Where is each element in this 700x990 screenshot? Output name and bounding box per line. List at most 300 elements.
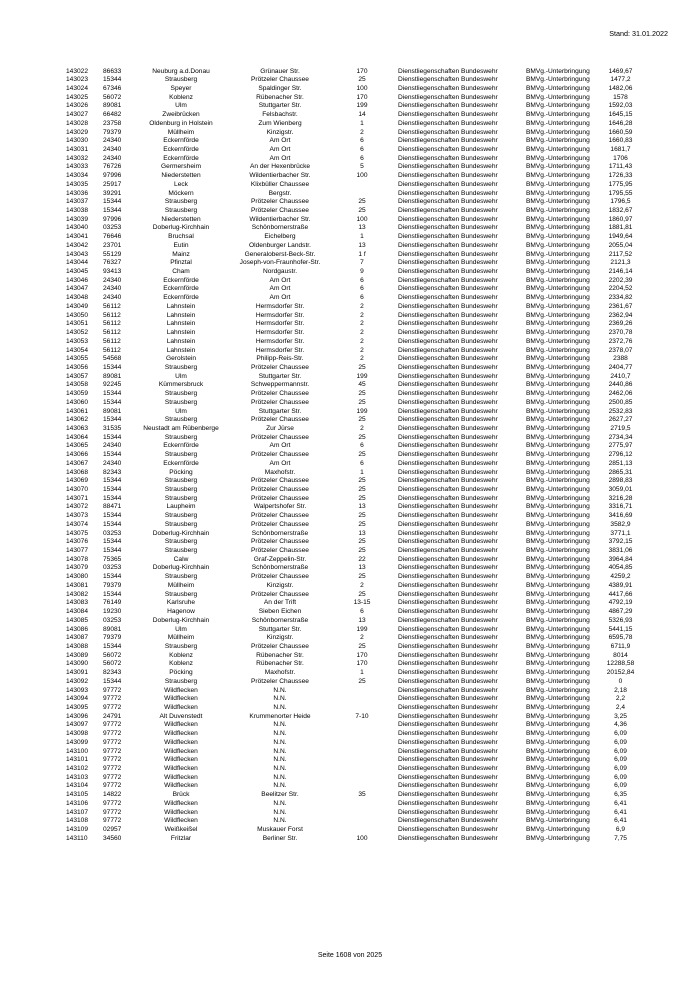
object-id: 143088 xyxy=(66,642,89,650)
table-row xyxy=(66,800,635,809)
object-id: 143037 xyxy=(66,198,89,206)
city: Eckernförde xyxy=(163,294,199,302)
usage: BMVg.-Unterbringung xyxy=(526,442,590,450)
area-value: 2204,52 xyxy=(608,285,633,293)
table-row xyxy=(66,652,635,661)
house-number xyxy=(326,181,398,190)
table-row xyxy=(66,190,635,199)
property-type: Dienstliegenschaften Bundeswehr xyxy=(398,416,498,424)
postal-code: 03253 xyxy=(103,529,122,537)
table-row xyxy=(66,163,635,172)
city: Strausberg xyxy=(164,677,198,685)
area-value: 1796,5 xyxy=(610,198,631,206)
property-type: Dienstliegenschaften Bundeswehr xyxy=(398,686,498,694)
object-id: 143093 xyxy=(66,686,89,694)
city: Laupheim xyxy=(166,503,196,511)
usage: BMVg.-Unterbringung xyxy=(526,180,590,188)
usage: BMVg.-Unterbringung xyxy=(526,625,590,633)
postal-code: 24340 xyxy=(103,137,122,145)
property-type: Dienstliegenschaften Bundeswehr xyxy=(398,712,498,720)
object-id: 143028 xyxy=(66,119,89,127)
postal-code: 88471 xyxy=(103,503,122,511)
usage: BMVg.-Unterbringung xyxy=(526,93,590,101)
property-type: Dienstliegenschaften Bundeswehr xyxy=(398,695,498,703)
area-value: 6,09 xyxy=(614,782,627,790)
city: Strausberg xyxy=(164,390,198,398)
property-type: Dienstliegenschaften Bundeswehr xyxy=(398,276,498,284)
table-row xyxy=(66,591,635,600)
object-id: 143031 xyxy=(66,145,89,153)
street: Graf-Zeppelin-Str. xyxy=(253,555,307,563)
table-row xyxy=(66,320,635,329)
street: Prötzeler Chaussee xyxy=(251,416,309,424)
table-row xyxy=(66,408,635,417)
property-type: Dienstliegenschaften Bundeswehr xyxy=(398,84,498,92)
postal-code: 56112 xyxy=(103,302,121,310)
usage: BMVg.-Unterbringung xyxy=(526,799,590,807)
area-value: 2796,12 xyxy=(608,451,633,459)
table-row xyxy=(66,172,635,181)
house-number: 2 xyxy=(360,128,364,136)
object-id: 143078 xyxy=(66,555,89,563)
usage: BMVg.-Unterbringung xyxy=(526,163,590,171)
house-number: 199 xyxy=(356,625,368,633)
property-type: Dienstliegenschaften Bundeswehr xyxy=(398,180,498,188)
house-number: 13-15 xyxy=(353,599,371,607)
postal-code: 15344 xyxy=(103,390,122,398)
city: Neuburg a.d.Donau xyxy=(152,67,210,75)
house-number: 13 xyxy=(358,616,366,624)
house-number: 2 xyxy=(360,320,364,328)
object-id: 143054 xyxy=(66,346,89,354)
usage: BMVg.-Unterbringung xyxy=(526,765,590,772)
object-id: 143022 xyxy=(66,67,89,75)
usage: BMVg.-Unterbringung xyxy=(526,119,590,127)
street: N.N. xyxy=(273,721,287,729)
table-row xyxy=(66,224,635,233)
city: Strausberg xyxy=(164,486,198,493)
area-value: 2440,86 xyxy=(608,381,633,389)
area-value: 6,09 xyxy=(614,730,627,738)
object-id: 143036 xyxy=(66,189,89,197)
postal-code: 86633 xyxy=(103,67,122,75)
area-value: 3216,28 xyxy=(608,494,633,502)
property-type: Dienstliegenschaften Bundeswehr xyxy=(398,337,498,345)
usage: BMVg.-Unterbringung xyxy=(526,398,590,406)
stand-date: Stand: 31.01.2022 xyxy=(609,29,668,38)
street: Krummenorter Heide xyxy=(249,712,311,720)
house-number: 9 xyxy=(360,268,364,276)
usage: BMVg.-Unterbringung xyxy=(526,407,590,415)
street: N.N. xyxy=(273,738,287,746)
street: Prötzeler Chaussee xyxy=(251,398,309,406)
object-id: 143058 xyxy=(66,381,89,389)
usage: BMVg.-Unterbringung xyxy=(526,703,590,711)
street: Schönbornerstraße xyxy=(251,529,309,537)
postal-code: 34560 xyxy=(103,834,122,842)
postal-code: 15344 xyxy=(103,477,122,485)
table-row xyxy=(66,538,635,547)
area-value: 6,09 xyxy=(614,738,627,746)
city: Strausberg xyxy=(164,590,198,598)
usage: BMVg.-Unterbringung xyxy=(526,145,590,153)
property-type: Dienstliegenschaften Bundeswehr xyxy=(398,329,498,337)
table-row xyxy=(66,259,635,268)
postal-code: 15344 xyxy=(103,520,122,528)
city: Strausberg xyxy=(164,433,198,441)
object-id: 143066 xyxy=(66,451,89,459)
city: Wildflecken xyxy=(164,738,198,746)
usage: BMVg.-Unterbringung xyxy=(526,137,590,145)
house-number: 7-10 xyxy=(355,712,369,720)
usage: BMVg.-Unterbringung xyxy=(526,773,590,781)
house-number: 1 f xyxy=(358,250,366,258)
area-value: 2898,83 xyxy=(608,477,633,485)
city: Neustadt am Rübenberge xyxy=(143,424,219,432)
object-id: 143047 xyxy=(66,285,89,293)
object-id: 143069 xyxy=(66,477,89,485)
usage: BMVg.-Unterbringung xyxy=(526,791,590,799)
city: Strausberg xyxy=(164,520,198,528)
area-value: 2388 xyxy=(613,355,628,363)
area-value: 1681,7 xyxy=(610,145,631,153)
area-value: 4,36 xyxy=(614,721,627,729)
area-value: 4792,19 xyxy=(608,599,633,607)
table-row xyxy=(66,503,635,512)
area-value: 1592,03 xyxy=(608,102,633,110)
postal-code: 14822 xyxy=(103,791,122,799)
object-id: 143074 xyxy=(66,520,89,528)
postal-code: 15344 xyxy=(103,512,122,520)
street: Am Ort xyxy=(269,459,291,467)
property-type: Dienstliegenschaften Bundeswehr xyxy=(398,154,498,162)
city: Koblenz xyxy=(169,660,193,668)
street: Wildentierbacher Str. xyxy=(249,172,311,180)
usage: BMVg.-Unterbringung xyxy=(526,669,590,677)
street: N.N. xyxy=(273,817,287,825)
house-number: 2 xyxy=(360,581,364,589)
table-row xyxy=(66,120,635,129)
table-row xyxy=(66,373,635,382)
area-value: 7,75 xyxy=(614,834,627,842)
city: Kümmersbruck xyxy=(158,381,204,389)
street: Prötzeler Chaussee xyxy=(251,538,309,546)
area-value: 4054,85 xyxy=(608,564,633,572)
city: Hagenow xyxy=(167,608,195,616)
street: Prötzeler Chaussee xyxy=(251,363,309,371)
object-id: 143026 xyxy=(66,102,89,110)
house-number: 100 xyxy=(356,172,368,180)
area-value: 2865,31 xyxy=(608,468,633,476)
object-id: 143063 xyxy=(66,424,89,432)
house-number: 25 xyxy=(358,494,366,502)
object-id: 143033 xyxy=(66,163,89,171)
area-value: 2500,85 xyxy=(608,398,633,406)
house-number xyxy=(326,748,398,757)
city: Lahnstein xyxy=(166,311,196,319)
postal-code: 15344 xyxy=(103,538,122,546)
postal-code: 97772 xyxy=(103,817,122,825)
city: Doberlug-Kirchhain xyxy=(152,616,210,624)
area-value: 1726,33 xyxy=(608,172,633,180)
area-value: 2146,14 xyxy=(608,268,633,276)
area-value: 1646,28 xyxy=(608,119,633,127)
postal-code: 24340 xyxy=(103,459,122,467)
postal-code: 79379 xyxy=(103,128,122,136)
city: Müllheim xyxy=(167,581,195,589)
table-row xyxy=(66,137,635,146)
street: Prötzeler Chaussee xyxy=(251,76,309,84)
table-row xyxy=(66,730,635,739)
object-id: 143046 xyxy=(66,276,89,284)
property-type: Dienstliegenschaften Bundeswehr xyxy=(398,311,498,319)
property-type: Dienstliegenschaften Bundeswehr xyxy=(398,137,498,145)
area-value: 2462,06 xyxy=(608,390,633,398)
house-number: 100 xyxy=(356,834,368,842)
postal-code: 54568 xyxy=(103,355,122,363)
property-type: Dienstliegenschaften Bundeswehr xyxy=(398,111,498,119)
object-id: 143049 xyxy=(66,302,89,310)
house-number: 1 xyxy=(360,468,364,476)
property-type: Dienstliegenschaften Bundeswehr xyxy=(398,459,498,467)
postal-code: 03253 xyxy=(103,616,122,624)
street: Rübenacher Str. xyxy=(256,660,304,668)
house-number: 25 xyxy=(358,547,366,555)
city: Eckernförde xyxy=(163,285,199,293)
property-type: Dienstliegenschaften Bundeswehr xyxy=(398,747,498,755)
street: Zum Wienberg xyxy=(258,119,302,127)
street: Schönbornerstraße xyxy=(251,224,309,232)
postal-code: 67346 xyxy=(103,84,122,92)
table-row xyxy=(66,146,635,155)
object-id: 143086 xyxy=(66,625,89,633)
house-number: 199 xyxy=(356,372,368,380)
postal-code: 97772 xyxy=(103,799,122,807)
table-row xyxy=(66,774,635,783)
postal-code: 89081 xyxy=(103,625,122,633)
object-id: 143042 xyxy=(66,241,89,249)
street: Am Ort xyxy=(269,294,291,302)
street: Schweppermannstr. xyxy=(250,381,310,389)
object-id: 143059 xyxy=(66,390,89,398)
property-type: Dienstliegenschaften Bundeswehr xyxy=(398,398,498,406)
postal-code: 39291 xyxy=(103,189,122,197)
postal-code: 56112 xyxy=(103,346,121,354)
table-row xyxy=(66,669,635,678)
table-row xyxy=(66,599,635,608)
city: Wildflecken xyxy=(164,808,198,816)
property-type: Dienstliegenschaften Bundeswehr xyxy=(398,390,498,398)
usage: BMVg.-Unterbringung xyxy=(526,250,590,258)
city: Wildflecken xyxy=(164,721,198,729)
usage: BMVg.-Unterbringung xyxy=(526,198,590,206)
property-type: Dienstliegenschaften Bundeswehr xyxy=(398,634,498,642)
object-id: 143095 xyxy=(66,703,89,711)
object-id: 143096 xyxy=(66,712,89,720)
object-id: 143055 xyxy=(66,355,89,363)
city: Lahnstein xyxy=(166,337,196,345)
house-number: 25 xyxy=(358,390,366,398)
usage: BMVg.-Unterbringung xyxy=(526,538,590,546)
house-number: 2 xyxy=(360,337,364,345)
area-value: 2362,94 xyxy=(608,311,633,319)
house-number xyxy=(326,765,398,774)
table-row xyxy=(66,285,635,294)
property-type: Dienstliegenschaften Bundeswehr xyxy=(398,102,498,110)
table-row xyxy=(66,434,635,443)
object-id: 143030 xyxy=(66,137,89,145)
property-type: Dienstliegenschaften Bundeswehr xyxy=(398,773,498,781)
street: Hermsdorfer Str. xyxy=(255,320,305,328)
city: Eckernförde xyxy=(163,137,199,145)
street: Hermsdorfer Str. xyxy=(255,311,305,319)
object-id: 143102 xyxy=(66,765,89,772)
property-type: Dienstliegenschaften Bundeswehr xyxy=(398,669,498,677)
table-row xyxy=(66,399,635,408)
house-number: 199 xyxy=(356,102,368,110)
street: Am Ort xyxy=(269,154,291,162)
property-type: Dienstliegenschaften Bundeswehr xyxy=(398,302,498,310)
postal-code: 15344 xyxy=(103,433,122,441)
area-value: 2719,5 xyxy=(610,424,631,432)
table-row xyxy=(66,713,635,722)
object-id: 143106 xyxy=(66,799,89,807)
property-type: Dienstliegenschaften Bundeswehr xyxy=(398,547,498,555)
house-number xyxy=(326,190,398,199)
city: Wildflecken xyxy=(164,817,198,825)
area-value: 6,35 xyxy=(614,791,627,799)
house-number xyxy=(326,809,398,818)
usage: BMVg.-Unterbringung xyxy=(526,468,590,476)
house-number: 6 xyxy=(360,137,364,145)
property-type: Dienstliegenschaften Bundeswehr xyxy=(398,372,498,380)
property-type: Dienstliegenschaften Bundeswehr xyxy=(398,564,498,572)
area-value: 1795,55 xyxy=(608,189,633,197)
house-number: 25 xyxy=(358,416,366,424)
object-id: 143029 xyxy=(66,128,89,136)
property-type: Dienstliegenschaften Bundeswehr xyxy=(398,259,498,267)
postal-code: 56112 xyxy=(103,329,121,337)
object-id: 143038 xyxy=(66,207,89,214)
postal-code: 97772 xyxy=(103,765,122,772)
house-number: 6 xyxy=(360,154,364,162)
property-type: Dienstliegenschaften Bundeswehr xyxy=(398,808,498,816)
area-value: 1660,59 xyxy=(608,128,633,136)
usage: BMVg.-Unterbringung xyxy=(526,826,590,834)
postal-code: 15344 xyxy=(103,207,122,214)
postal-code: 15344 xyxy=(103,416,122,424)
property-type: Dienstliegenschaften Bundeswehr xyxy=(398,826,498,834)
table-row xyxy=(66,695,635,704)
house-number xyxy=(326,756,398,765)
usage: BMVg.-Unterbringung xyxy=(526,337,590,345)
postal-code: 24340 xyxy=(103,145,122,153)
table-row xyxy=(66,338,635,347)
postal-code: 15344 xyxy=(103,198,122,206)
street: Prötzeler Chaussee xyxy=(251,198,309,206)
street: N.N. xyxy=(273,782,287,790)
usage: BMVg.-Unterbringung xyxy=(526,477,590,485)
area-value: 2,2 xyxy=(615,695,626,703)
object-id: 143035 xyxy=(66,180,89,188)
house-number xyxy=(326,800,398,809)
property-type: Dienstliegenschaften Bundeswehr xyxy=(398,486,498,493)
house-number: 5 xyxy=(360,163,364,171)
table-row xyxy=(66,486,635,495)
usage: BMVg.-Unterbringung xyxy=(526,381,590,389)
property-type: Dienstliegenschaften Bundeswehr xyxy=(398,642,498,650)
usage: BMVg.-Unterbringung xyxy=(526,547,590,555)
area-value: 12288,58 xyxy=(606,660,635,668)
property-type: Dienstliegenschaften Bundeswehr xyxy=(398,119,498,127)
house-number: 2 xyxy=(360,355,364,363)
house-number xyxy=(326,704,398,713)
postal-code: 76646 xyxy=(103,233,122,241)
postal-code: 56112 xyxy=(103,320,121,328)
usage: BMVg.-Unterbringung xyxy=(526,616,590,624)
postal-code: 19230 xyxy=(103,608,122,616)
object-id: 143050 xyxy=(66,311,89,319)
usage: BMVg.-Unterbringung xyxy=(526,311,590,319)
object-id: 143098 xyxy=(66,730,89,738)
area-value: 2,18 xyxy=(614,686,627,694)
area-value: 2117,52 xyxy=(608,250,633,258)
table-row xyxy=(66,68,635,77)
table-row xyxy=(66,556,635,565)
house-number: 6 xyxy=(360,608,364,616)
postal-code: 24340 xyxy=(103,442,122,450)
city: Koblenz xyxy=(169,651,193,659)
city: Pfinztal xyxy=(170,259,192,267)
object-id: 143024 xyxy=(66,84,89,92)
city: Zweibrücken xyxy=(162,111,200,119)
table-row xyxy=(66,451,635,460)
table-body xyxy=(66,68,635,844)
city: Strausberg xyxy=(164,573,198,581)
table-row xyxy=(66,582,635,591)
postal-code: 97772 xyxy=(103,686,122,694)
postal-code: 97772 xyxy=(103,721,122,729)
property-type: Dienstliegenschaften Bundeswehr xyxy=(398,730,498,738)
usage: BMVg.-Unterbringung xyxy=(526,207,590,214)
house-number: 25 xyxy=(358,198,366,206)
table-row xyxy=(66,809,635,818)
table-row xyxy=(66,573,635,582)
usage: BMVg.-Unterbringung xyxy=(526,486,590,493)
city: Doberlug-Kirchhain xyxy=(152,564,210,572)
postal-code: 97996 xyxy=(103,172,122,180)
street: Beelitzer Str. xyxy=(261,791,299,799)
property-type: Dienstliegenschaften Bundeswehr xyxy=(398,163,498,171)
postal-code: 75365 xyxy=(103,555,122,563)
property-type: Dienstliegenschaften Bundeswehr xyxy=(398,241,498,249)
area-value: 6,09 xyxy=(614,756,627,764)
area-value: 2055,04 xyxy=(608,241,633,249)
postal-code: 24340 xyxy=(103,276,122,284)
property-type: Dienstliegenschaften Bundeswehr xyxy=(398,573,498,581)
usage: BMVg.-Unterbringung xyxy=(526,503,590,511)
object-id: 143081 xyxy=(66,581,89,589)
postal-code: 24791 xyxy=(103,712,122,720)
postal-code: 97772 xyxy=(103,730,122,738)
usage: BMVg.-Unterbringung xyxy=(526,573,590,581)
street: Oldenburger Landstr. xyxy=(249,241,311,249)
table-row xyxy=(66,207,635,216)
object-id: 143084 xyxy=(66,608,89,616)
house-number: 25 xyxy=(358,477,366,485)
usage: BMVg.-Unterbringung xyxy=(526,276,590,284)
property-type: Dienstliegenschaften Bundeswehr xyxy=(398,285,498,293)
